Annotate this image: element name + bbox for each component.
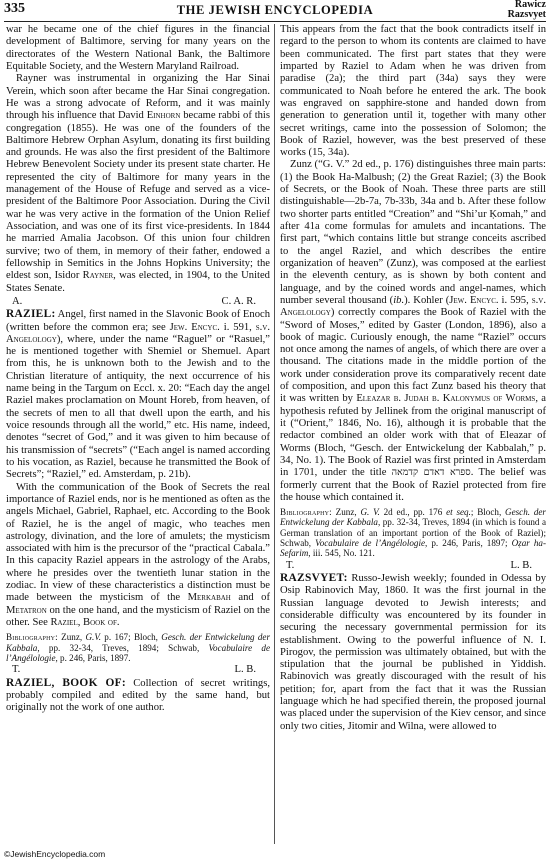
cross-ref-jew-encyc[interactable]: Jew. Encyc. [169,321,220,333]
cross-ref-angelology-2[interactable]: s.v. Angelology [280,294,546,319]
copyright-footer: ©JewishEncyclopedia.com [4,849,106,859]
guide-words [508,0,546,20]
entry-heading-raziel: RAZIEL: [6,308,56,321]
author-signature-1: A. C. A. R. [12,295,256,307]
entry-heading-razsvyet: RAZSVYET: [280,571,348,584]
cross-ref-merkabah[interactable]: Merkabah [187,592,231,604]
raziel-book-paragraph-2: Zunz (“G. V.” 2d ed., p. 176) distinguishes three main parts: (1) the Book Ha-Malbush; (2) the Great Raziel; (3) the Book of Secrets, or the Book of Noah. These three parts are still distinguishable—2b-7a, 7b-33b, 34a and b. After these follow two shorter parts entitled “Creation” and “Shi’ur Ḳomah,” and after 41a come formulas for amulets and incantations. The first part, “which contains little but strange conceits ascribed to the angel Raziel, and which describes the entire organization of heaven” (Zunz), was composed at the earliest in the eleventh century, as is shown by both content and language, and by the coined words and angel-names, which number several thousand (ib.). Kohler (Jew. Encyc. i. 595, s.v. Angelology) correctly compares the Book of Raziel with the “Sword of Moses,” edited by Gaster (London, 1896), also a book of magic. Curiously enough, the name “Raziel” occurs not once among the names of angels, of which there are over a thousand. The citations made in the middle portion of the work under consideration prove its comparatively recent date of composition, and upon this fact Zunz based his theory that it was written by Eleazar b. Judah b. Kalonymus of Worms, a hypothesis refuted by Jellinek from the original manuscript of it (“Orient,” 1846, No. 16), although it is probable that the redactor combined an older work with that of Eleazar of Worms (Bloch, “Gesch. der Entwickelung der Kabbalah,” p. 34, No. 1). The Book of Raziel was first printed in Amsterdam in 1701, under the title ספרא דאדם קדמאה. The belief was formerly current that the Book of Raziel protected from fire the house which contained it. [280,159,546,503]
column-divider [274,24,275,844]
left-column: war he became one of the chief figures in the financial development of Baltimore, serving for many years on the directorates of the Western National Bank, the Baltimore Equitable Society, and the Western Maryland Railroad. Rayner was instrumental in organizing the Har Sinai Verein, which soon after became the Har Sinai congregation. He was a strong advocate of Reform, and it was mainly through his influence that David Einhorn became rabbi of this congregation (1855). He was one of the founders of the Baltimore Hebrew Orphan Asylum, donating its first building and grounds. He was also the first president of the Baltimore Hebrew Benevolent Society under its present state charter. He represented the city of Baltimore for many years in the management of the House of Refuge and served as a vice-president of the Baltimore Poor Association. During the Civil war he was very active in the formation of the Union Relief Association, and was one of its first vice-presidents. In 1844 he married Amalia Jacobson. Of this union four children survive; two of them, in memory of their father, endowed a fellowship in Semitics in the Johns Hopkins University; the eldest son, Isidor Rayner, was elected, in 1904, to the United States Senate. A. C. A. R. RAZIEL: Angel, first named in the Slavonic Book of Enoch (written before the common era; see Jew. Encyc. i. 591, s.v. Angelology), where, under the name “Raguel” or “Rasuel,” he is mentioned together with Shemiel or Shemuel. Apart from this, he is unknown both to the Jewish and to the Christian literature of antiquity, the next occurrence of his name being in the Targum on Eccl. x. 20: “Each day the angel Raziel makes proclamation on Mount Horeb, from heaven, of the secrets of men to all that dwell upon the earth, and his voice resounds through all the world,” etc. His name, indeed, denotes “secret of God,” and it was given to him because of his transmission of “secrets” (“Each angel is named according to his vocation, as Raziel, because he transmitted the Book of Secrets”; “Raziel,” ed. Amsterdam, p. 21b). With the communication of the Book of Secrets the real importance of Raziel ends, nor is he mentioned as often as the angels Michael, Gabriel, Raphael, etc. According to the Book of Raziel, he is the angel of magic, who teaches men astrology, divination, and the lore of amulets; the mysticism associated with him is the precursor of the “practical Cabala.” In this capacity Raziel appears in the astrology of the Arabs, where he presides over the twentieth lunar station in the zodiac. In view of these characteristics a distinction must be made between the mysticism of the Merkabah and of Metatron on the one hand, and the mysticism of Raziel on the other. See Raziel, Book of. Bibliography: Zunz, G.V. p. 167; Bloch, Gesch. der Entwickelung der Kabbala, pp. 32-34, Treves, 1894; Schwab, Vocabulaire de l’Angélologie, p. 246, Paris, 1897. T. L. B. RAZIEL, BOOK OF: Collection of secret writings, probably compiled and edited by the same hand, but originally not the work of one author. [6,24,271,714]
page-header [4,0,546,22]
rayner-paragraph-2: Rayner was instrumental in organizing the Har Sinai Verein, which soon after became the Har Sinai congregation. He was a strong advocate of Reform, and it was mainly through his influence that David Einhorn became rabbi of this congregation (1855). He was one of the founders of the Baltimore Hebrew Orphan Asylum, donating its first building and grounds. He was also the first president of the Baltimore Hebrew Benevolent Society under its present state charter. He represented the city of Baltimore for many years in the management of the House of Refuge and served as a vice-president of the Baltimore Poor Association. During the Civil war he was very active in the formation of the Union Relief Association, and was one of its first vice-presidents. In 1844 he married Amalia Jacobson. Of this union four children survive; two of them, in memory of their father, endowed a fellowship in Semitics in the Johns Hopkins University; the eldest son, Isidor Rayner, was elected, in 1904, to the United States Senate. [6,73,270,294]
bibliography-raziel: Bibliography: Zunz, G.V. p. 167; Bloch, Gesch. der Entwickelung der Kabbala, pp. 32-34, Treves, 1894; Schwab, Vocabulaire de l’Angélologie, p. 246, Paris, 1897. [6,632,271,663]
entry-heading-raziel-book: RAZIEL, BOOK OF: [6,676,126,689]
author-signature-2: T. L. B. [12,664,256,676]
author-signature-3: T. L. B. [286,559,532,571]
guide-word-bottom: Razsvyet [507,9,546,20]
cross-ref-rayner[interactable]: Rayner [82,270,114,282]
cross-ref-raziel-book[interactable]: Raziel, Book of [50,617,117,628]
raziel-paragraph-2: With the communication of the Book of Secrets the real importance of Raziel ends, nor is he mentioned as often as the angels Michael, Gabriel, Raphael, etc. According to the Book of Raziel, he is the angel of magic, who teaches men astrology, divination, and the lore of amulets; the mysticism associated with him is the precursor of the “practical Cabala.” In this capacity Raziel appears in the astrology of the Arabs, where he presides over the twentieth lunar station in the zodiac. In view of these characteristics a distinction must be made between the mysticism of the Merkabah and of Metatron on the one hand, and the mysticism of Raziel on the other. See Raziel, Book of. [6,481,271,628]
bibliography-raziel-book: Bibliography: Zunz, G. V. 2d ed., pp. 176 et seq.; Bloch, Gesch. der Entwickelung der Kabbala, pp. 32-34, Treves, 1894 (in which is found a German translation of an important portion of the Book of Raziel); Schwab, Vocabulaire de l’Angélologie, p. 246, Paris, 1897; Oẓar ha-Sefarim, iii. 545, No. 121. [280,507,547,559]
hebrew-title: ספרא דאדם קדמאה [391,467,471,479]
cross-ref-jew-encyc-2[interactable]: Jew. Encyc. [449,294,499,306]
raziel-book-paragraph-1: This appears from the fact that the book contradicts itself in regard to the person to whom its contents are claimed to have been communicated. The first part states that they were imparted by Raziel to Adam when he was driven from paradise (2a); the third part (34a) says they were communicated to Noah before he entered the ark. The book was engraved on sapphire-stone and handed down from generation to generation until it, together with many other secret writings, came into the possession of Solomon; the Book of Raziel, however, was the best preserved of these works (15, 34a). [280,24,546,159]
right-column: This appears from the fact that the book contradicts itself in regard to the person to whom its contents are claimed to have been communicated. The first part states that they were imparted by Raziel to Adam when he was driven from paradise (2a); the third part (34a) says they were communicated to Noah before he entered the ark. The book was engraved on sapphire-stone and handed down from generation to generation until it, together with many other secret writings, came into the possession of Solomon; the Book of Raziel, however, was the best preserved of these works (15, 34a). Zunz (“G. V.” 2d ed., p. 176) distinguishes three main parts: (1) the Book Ha-Malbush; (2) the Great Raziel; (3) the Book of Secrets, or the Book of Noah. These three parts are still distinguishable—2b-7a, 7b-33b, 34a and b. After these follow two shorter parts entitled “Creation” and “Shi’ur Ḳomah,” and after 41a come formulas for amulets and incantations. The first part, “which contains little but strange conceits ascribed to the angel Raziel, and which describes the entire organization of heaven” (Zunz), was composed at the earliest in the eleventh century, as is shown by both content and language, and by the coined words and angel-names, which number several thousand (ib.). Kohler (Jew. Encyc. i. 595, s.v. Angelology) correctly compares the Book of Raziel with the “Sword of Moses,” edited by Gaster (London, 1896), also a book of magic. Curiously enough, the name “Raziel” occurs not once among the names of angels, of which there are over a thousand. The citations made in the middle portion of the work under consideration prove its comparatively recent date of composition, and upon this fact Zunz based his theory that it was written by Eleazar b. Judah b. Kalonymus of Worms, a hypothesis refuted by Jellinek from the original manuscript of it (“Orient,” 1846, No. 16), although it is probable that the redactor combined an older work with that of Eleazar of Worms (Bloch, “Gesch. der Entwickelung der Kabbalah,” p. 34, No. 1). The Book of Raziel was first printed in Amsterdam in 1701, under the title ספרא דאדם קדמאה. The belief was formerly current that the Book of Raziel protected from fire the house which contained it. Bibliography: Zunz, G. V. 2d ed., pp. 176 et seq.; Bloch, Gesch. der Entwickelung der Kabbala, pp. 32-34, Treves, 1894 (in which is found a German translation of an important portion of the Book of Raziel); Schwab, Vocabulaire de l’Angélologie, p. 246, Paris, 1897; Oẓar ha-Sefarim, iii. 545, No. 121. T. L. B. RAZSVYET: Russo-Jewish weekly; founded in Odessa by Osip Rabinovich May, 1860. It was the first journal in the Russian language devoted to Jewish interests; and considerable difficulty was encountered by its founder in securing the necessary governmental permission for its establishment. Owing to the powerful influence of N. I. Pirogov, the permission was ultimately obtained, but with the stipulation that the journal be published in Yiddish. Rabinovich was greatly discouraged with the result of his petition; for, apart from the fact that it was the Russian language which he had specified therein, the proposed journal was placed under the supervision of the Kiev censor, and since only two cities, Jitomir and Wilna, were allowed to [280,24,547,732]
page-number: 335 [4,1,25,16]
cross-ref-einhorn[interactable]: Einhorn [146,110,181,122]
rayner-paragraph-1: war he became one of the chief figures in the financial development of Baltimore, serving for many years on the directorates of the Western National Bank, the Baltimore Equitable Society, and the Western Maryland Railroad. [6,24,270,72]
guide-word-top: Rawicz [514,0,546,10]
cross-ref-metatron[interactable]: Metatron [6,604,47,616]
running-title: THE JEWISH ENCYCLOPEDIA [176,3,374,17]
cross-ref-angelology[interactable]: s.v. Angelology [6,321,271,345]
cross-ref-eleazar[interactable]: Eleazar b. Judah b. Kalonymus of Worms [356,393,536,405]
